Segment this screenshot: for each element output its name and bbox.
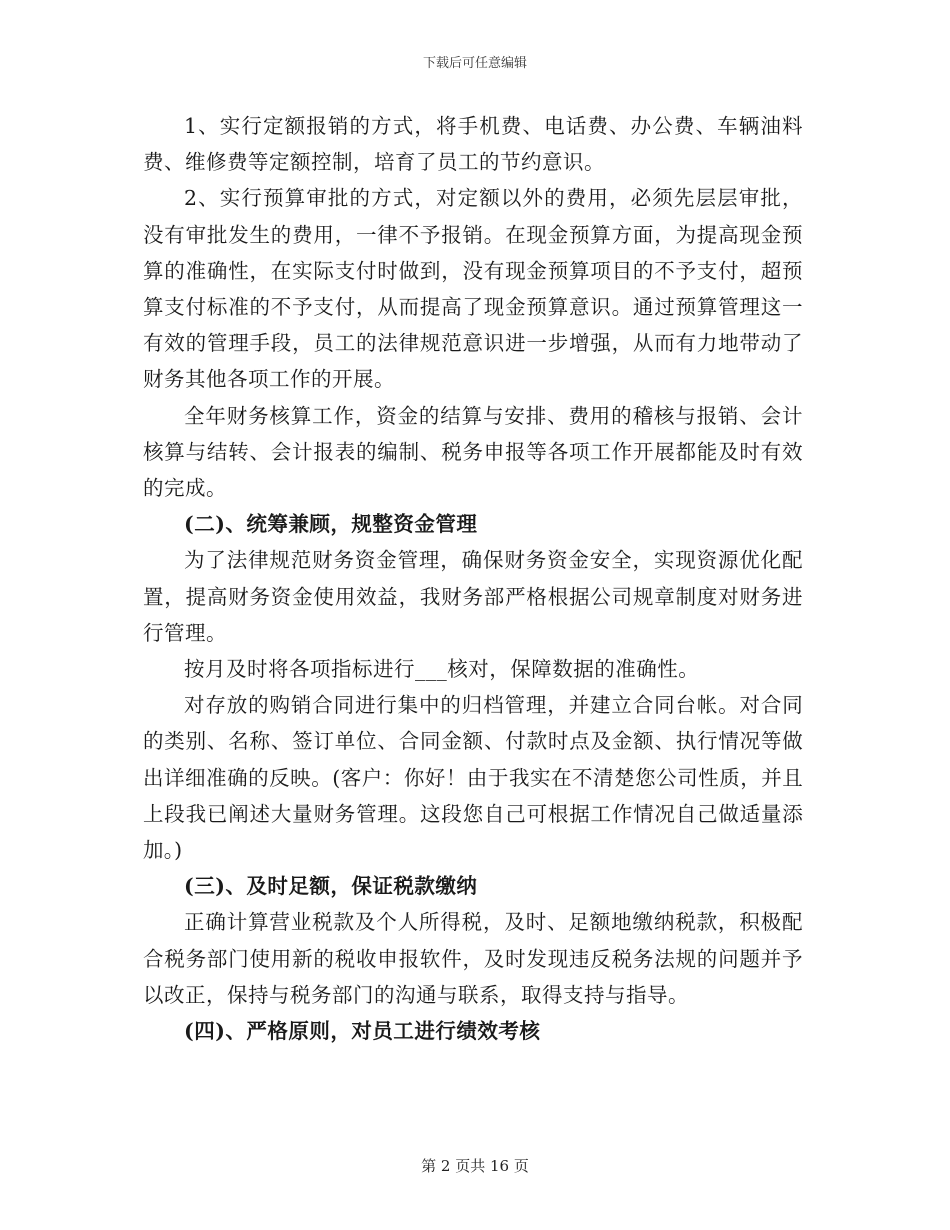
paragraph-tax-payment: 正确计算营业税款及个人所得税，及时、足额地缴纳税款，积极配合税务部门使用新的税收申报软件，及时发现违反税务法规的问题并予以改正，保持与税务部门的沟通与联系，取得支持与指导。 (143, 910, 803, 1007)
paragraph-budget-approval: 2、实行预算审批的方式，对定额以外的费用，必须先层层审批，没有审批发生的费用，一律不予报销。在现金预算方面，为提高现金预算的准确性，在实际支付时做到，没有现金预算项目的不予支付，超预算支付标准的不予支付，从而提高了现金预算意识。通过预算管理这一有效的管理手段，员工的法律规范意识进一步增强，从而有力地带动了财务其他各项工作的开展。 (143, 186, 803, 392)
page-footer: 第 2 页共 16 页 (421, 1157, 529, 1175)
paragraph-quota-reimbursement: 1、实行定额报销的方式，将手机费、电话费、办公费、车辆油料费、维修费等定额控制，培育了员工的节约意识。 (143, 114, 803, 175)
paragraph-annual-accounting: 全年财务核算工作，资金的结算与安排、费用的稽核与报销、会计核算与结转、会计报表的编制、税务申报等各项工作开展都能及时有效的完成。 (143, 403, 803, 501)
section-heading-tax-payment: (三)、及时足额，保证税款缴纳 (184, 874, 478, 899)
paragraph-fund-management: 为了法律规范财务资金管理，确保财务资金安全，实现资源优化配置，提高财务资金使用效益，我财务部严格根据公司规章制度对财务进行管理。 (143, 548, 803, 645)
page-header: 下载后可任意编辑 (422, 56, 527, 71)
document-body (143, 108, 803, 1049)
section-heading-performance-review: (四)、严格原则，对员工进行绩效考核 (184, 1019, 541, 1044)
paragraph-contract-archive: 对存放的购销合同进行集中的归档管理，并建立合同台帐。对合同的类别、名称、签订单位、合同金额、付款时点及金额、执行情况等做出详细准确的反映。(客户：你好！由于我实在不清楚您公司性质，并且上段我已阐述大量财务管理。这段您自己可根据工作情况自己做适量添加。) (143, 693, 803, 863)
section-heading-fund-management: (二)、统筹兼顾，规整资金管理 (184, 512, 478, 537)
paragraph-monthly-check: 按月及时将各项指标进行___核对，保障数据的准确性。 (184, 657, 700, 682)
